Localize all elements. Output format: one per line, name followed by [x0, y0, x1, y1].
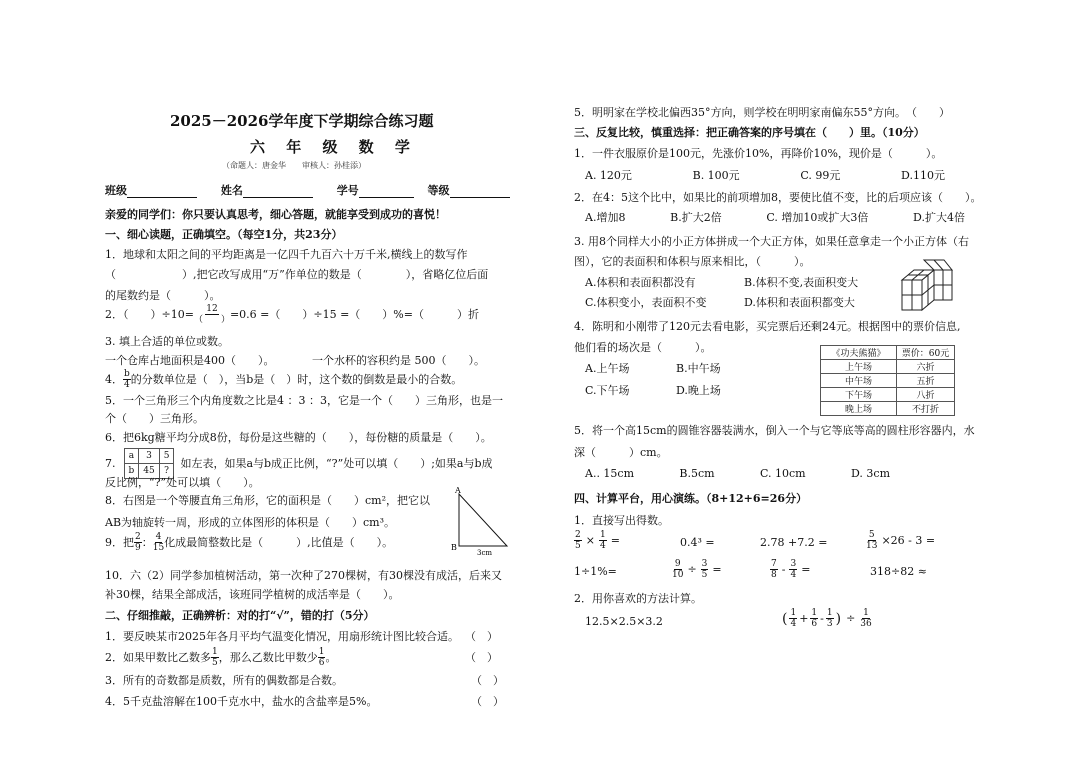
- q5-line-b: 个（ ）三角形。: [105, 412, 204, 425]
- q9-post: 化成最简整数比是（ ）,比值是（ ）。: [164, 535, 394, 549]
- q1-line-c: 的尾数约是（ ）。: [105, 289, 221, 302]
- table-cell: b: [124, 464, 139, 479]
- table-cell: ?: [159, 464, 174, 479]
- greeting: 亲爱的同学们：你只要认真思考，细心答题，就能享受到成功的喜悦！: [105, 208, 446, 221]
- table-cell: 中午场: [821, 374, 897, 388]
- option-c[interactable]: C. 10cm: [759, 467, 806, 480]
- q7-post: 如左表，如果a与b成正比例，“?”处可以填（ ）;如果a与b成: [180, 456, 493, 470]
- q9-pre: 9．把: [105, 535, 134, 549]
- table-cell: 八折: [897, 388, 955, 402]
- divide-operator: ÷: [846, 611, 856, 625]
- grade-field[interactable]: [450, 186, 510, 198]
- operator: -: [781, 562, 786, 576]
- q4-post: 的分数单位是（ ），当b是（ ）时，这个数的倒数是最小的合数。: [130, 372, 463, 386]
- judge2-fraction-2: [318, 647, 326, 668]
- frac-den: 5: [701, 570, 708, 580]
- operator: ÷: [687, 562, 697, 576]
- q10-line-b: 补30棵，结果全部成活，该班同学植树的成活率是（ ）。: [105, 588, 400, 601]
- table-cell: 下午场: [821, 388, 897, 402]
- triangle-shape: [459, 494, 507, 546]
- calc-r2-c2: [672, 559, 722, 580]
- calc-r1-c4: [866, 530, 935, 551]
- frac-num: 1: [826, 608, 833, 618]
- q9-line: [105, 532, 393, 553]
- choice-q5-line-b: 深（ ）cm。: [574, 446, 668, 459]
- grade-label: 等级: [427, 184, 450, 197]
- table-cell: 五折: [897, 374, 955, 388]
- frac-num: 3: [701, 559, 708, 569]
- frac-den: 4: [790, 619, 797, 629]
- operator: ×: [585, 533, 595, 547]
- option-b[interactable]: B.5cm: [679, 467, 715, 480]
- table-cell: 45: [139, 464, 159, 479]
- q8-line-a: 8．右图是一个等腰直角三角形，它的面积是（ ）cm²，把它以: [105, 494, 430, 507]
- q9-f2-den: 15: [152, 543, 165, 553]
- q5-line-a: 5．一个三角形三个内角度数之比是4 ：3 ：3，它是一个（ ）三角形，也是一: [105, 394, 503, 407]
- choice-q3-line-a: 3. 用8个同样大小的小正方体拼成一个大正方体，如果任意拿走一个小正方体（右: [574, 235, 969, 248]
- q9-mid: ：: [141, 535, 153, 549]
- judge-item-text: 1．要反映某市2025年各月平均气温变化情况，用扇形统计图比较合适。: [105, 630, 459, 643]
- equals: =: [801, 562, 811, 576]
- option-c[interactable]: C. 99元: [800, 169, 841, 182]
- triangle-label-length: 3cm: [477, 549, 493, 556]
- q9-f1-den: 9: [135, 543, 141, 553]
- triangle-label-a: A: [455, 486, 461, 495]
- q4-line: [105, 369, 462, 390]
- option-a[interactable]: A.上午场: [585, 362, 630, 375]
- frac-num: 1: [318, 647, 325, 657]
- frac-den: 3: [826, 619, 833, 629]
- frac-num: 1: [790, 608, 797, 618]
- ticket-price-table: [820, 345, 955, 416]
- q7-ratio-table: [124, 448, 175, 479]
- frac-num: 1: [811, 608, 818, 618]
- q3-part-a: 一个仓库占地面积是400（ ）。: [105, 354, 275, 367]
- frac-den: 5: [212, 658, 218, 668]
- q1-line-a: 1．地球和太阳之间的平均距离是一亿四千九百六十万千米,横线上的数写作: [105, 248, 468, 261]
- frac-den: 4: [790, 570, 797, 580]
- frac-den: 6: [811, 619, 818, 629]
- choice-q4-line-b: 他们看的场次是（ ）。: [574, 341, 712, 354]
- table-row: [124, 449, 174, 464]
- paren-close: ): [835, 610, 842, 627]
- exam-title: 2025－2026学年度下学期综合练习题: [170, 112, 434, 130]
- option-d[interactable]: D. 3cm: [850, 467, 890, 480]
- judge-answer-slot[interactable]: （ ）: [465, 650, 498, 664]
- q4-den: 4: [124, 380, 130, 390]
- option-b[interactable]: B.扩大2倍: [670, 211, 722, 224]
- option-a[interactable]: A.增加8: [585, 211, 626, 224]
- q7-line-b: 反比例，“?”处可以填（ ）。: [105, 476, 260, 489]
- option-b[interactable]: B.中午场: [676, 362, 721, 375]
- table-cell: 晚上场: [821, 402, 897, 416]
- option-c[interactable]: C.下午场: [585, 384, 630, 397]
- name-field[interactable]: [243, 186, 313, 198]
- section2-heading: 二、仔细推敲，正确辨析：对的打“√”，错的打（5分）: [105, 609, 375, 622]
- calc-expression-1: 12.5×2.5×3.2: [585, 615, 663, 628]
- table-header-cell: 票价：60元: [897, 346, 955, 360]
- option-b[interactable]: B. 100元: [692, 169, 740, 182]
- option-d[interactable]: D.体积和表面积都变大: [744, 296, 855, 309]
- option-c[interactable]: C.体积变小，表面积不变: [585, 296, 707, 309]
- option-d[interactable]: D.110元: [901, 169, 945, 182]
- option-b[interactable]: B.体积不变,表面积变大: [744, 276, 859, 289]
- q3-heading: 3. 填上合适的单位或数。: [105, 335, 229, 348]
- frac: [701, 559, 709, 580]
- equals: =: [610, 533, 620, 547]
- frac-den: 13: [866, 541, 878, 551]
- q8-line-b: AB为轴旋转一周，形成的立体图形的体积是（ ）cm³。: [105, 516, 396, 529]
- frac-den: 5: [575, 541, 581, 551]
- judge-item-2: [105, 647, 505, 668]
- number-field[interactable]: [359, 186, 414, 198]
- judge-item-text: 3．所有的奇数都是质数，所有的偶数都是合数。: [105, 674, 343, 687]
- minus-operator: -: [820, 611, 824, 625]
- frac-num: 2: [575, 530, 581, 540]
- table-cell: a: [124, 449, 139, 464]
- q2-line: [105, 304, 479, 325]
- frac-num: 7: [771, 559, 777, 569]
- choice-q5-line-a: 5．将一个高15cm的圆锥容器装满水，倒入一个与它等底等高的圆柱形容器内，水: [574, 424, 975, 437]
- table-cell: 3: [139, 449, 159, 464]
- judge-answer-slot[interactable]: （ ）: [471, 674, 504, 687]
- judge-answer-slot[interactable]: （ ）: [465, 630, 498, 643]
- table-row: [821, 360, 955, 374]
- q9-f1-num: 2: [135, 532, 141, 542]
- q4-num: b: [124, 369, 130, 379]
- name-label: 姓名: [220, 184, 243, 197]
- frac-den: 4: [599, 541, 606, 551]
- section1-heading: 一、细心读题，正确填空。（每空1分，共23分）: [105, 228, 343, 241]
- q10-line-a: 10．六（2）同学参加植树活动，第一次种了270棵树，有30棵没有成活，后来又: [105, 569, 502, 582]
- table-header-cell: 《功夫熊猫》: [821, 346, 897, 360]
- cube-figure: [896, 258, 956, 314]
- calc-r1-c1: [574, 530, 620, 551]
- exam-subtitle: 六 年 级 数 学: [250, 138, 418, 156]
- frac: [826, 608, 834, 629]
- frac: [860, 608, 871, 629]
- section4-sub1: 1．直接写出得数。: [574, 514, 669, 527]
- frac: [866, 530, 877, 551]
- q1-line-b: （ ）,把它改写成用“万”作单位的数是（ ），省略亿位后面: [105, 268, 489, 281]
- frac-num: 5: [868, 530, 875, 540]
- q7-line: [105, 448, 493, 479]
- choice-q4-line-a: 4．陈明和小刚带了120元去看电影，买完票后还剩24元。根据图中的票价信息,: [574, 320, 961, 333]
- q9-fraction-1: [134, 532, 142, 553]
- judge-item-post: 。: [325, 650, 337, 664]
- calc-tail: ×26 - 3 =: [881, 533, 936, 547]
- q2-fraction: [194, 304, 230, 325]
- frac: [770, 559, 778, 580]
- option-a[interactable]: A.体积和表面积都没有: [585, 276, 696, 289]
- frac: [599, 530, 607, 551]
- frac-num: 1: [212, 647, 218, 657]
- q2-num: 12: [206, 304, 218, 314]
- q7-pre: 7.: [105, 456, 116, 470]
- table-cell: 不打折: [897, 402, 955, 416]
- frac-den: 6: [318, 658, 325, 668]
- frac: [574, 530, 582, 551]
- table-row: [821, 374, 955, 388]
- frac: [810, 608, 818, 629]
- choice-q1: 1．一件衣服原价是100元，先涨价10%，再降价10%，现价是（ ）。: [574, 147, 943, 160]
- q4-fraction: [123, 369, 131, 390]
- frac-num: 9: [674, 559, 681, 569]
- frac: [672, 559, 683, 580]
- table-row: [821, 388, 955, 402]
- table-cell: 六折: [897, 360, 955, 374]
- student-info-row: [105, 184, 510, 198]
- class-field[interactable]: [127, 186, 197, 198]
- q9-fraction-2: [153, 532, 164, 553]
- judge2-fraction-1: [211, 647, 219, 668]
- q4-pre: 4．: [105, 372, 123, 386]
- choice-q2-options: [585, 211, 965, 225]
- class-label: 班级: [105, 184, 127, 197]
- frac: [789, 559, 797, 580]
- calc-r2-c4: 318÷82 ≈: [870, 565, 927, 578]
- q2-pre: 2．（ ）÷10=: [105, 307, 194, 321]
- option-a[interactable]: A. 120元: [585, 169, 632, 182]
- choice-q3-line-b: 图），它的表面积和体积与原来相比，（ ）。: [574, 255, 811, 268]
- equals: =: [712, 562, 722, 576]
- judge-answer-slot[interactable]: （ ）: [471, 695, 504, 708]
- section4-sub2: 2．用你喜欢的方法计算。: [574, 592, 702, 605]
- table-row: [821, 402, 955, 416]
- q3-part-b: 一个水杯的容积约是 500（ ）。: [312, 354, 485, 367]
- calc-r2-c3: [770, 559, 810, 580]
- section4-heading: 四、计算平台，用心演练。（8+12+6=26分）: [574, 492, 808, 505]
- frac-den: 8: [771, 570, 777, 580]
- table-row: [821, 346, 955, 360]
- choice-q2: 2．在4：5这个比中，如果比的前项增加8，要使比值不变，比的后项应该（ ）。: [574, 191, 982, 204]
- frac-num: 3: [790, 559, 797, 569]
- q2-den: （ ）: [193, 315, 230, 325]
- judge-item-text: 2．如果甲数比乙数多: [105, 650, 211, 664]
- option-c[interactable]: C. 增加10或扩大3倍: [766, 211, 869, 224]
- judge-item-mid: ，那么乙数比甲数少: [218, 650, 318, 664]
- calc-expression-2: [782, 608, 872, 629]
- calc-r1-c3: 2.78 +7.2 =: [760, 536, 828, 549]
- calc-r1-c2: 0.4³ =: [680, 536, 715, 549]
- triangle-label-b: B: [451, 543, 457, 552]
- frac-den: 36: [860, 619, 872, 629]
- q2-post: =0.6 =（ ）÷15 =（ ）%=（ ）折: [229, 307, 479, 321]
- choice-q5-options: [585, 467, 890, 481]
- plus-operator: +: [799, 611, 809, 625]
- option-a[interactable]: A.. 15cm: [585, 467, 635, 480]
- judge-item-4: [105, 695, 505, 709]
- number-label: 学号: [336, 184, 359, 197]
- paren-open: (: [782, 610, 788, 627]
- judge-item-text: 4．5千克盐溶解在100千克水中，盐水的含盐率是5%。: [105, 695, 378, 708]
- choice-q1-options: [585, 169, 945, 183]
- section3-heading: 三、反复比较，慎重选择：把正确答案的序号填在（ ）里。（10分）: [574, 126, 925, 139]
- table-cell: 5: [159, 449, 174, 464]
- option-d[interactable]: D.晚上场: [676, 384, 721, 397]
- q9-f2-num: 4: [155, 532, 162, 542]
- triangle-figure: [445, 486, 515, 556]
- calc-r2-c1: 1÷1%=: [574, 565, 617, 578]
- judge-item-5: 5．明明家在学校北偏西35°方向，则学校在明明家南偏东55°方向。 （ ）: [574, 106, 950, 119]
- frac: [789, 608, 797, 629]
- judge-item-1: [105, 630, 505, 644]
- frac-num: 1: [599, 530, 606, 540]
- q6-line: 6．把6kg糖平均分成8份，每份是这些糖的（ ），每份糖的质量是（ ）。: [105, 431, 492, 444]
- judge-item-3: [105, 674, 505, 688]
- frac-num: 1: [863, 608, 869, 618]
- exam-authors: （命题人：唐金华 审核人：孙桂添）: [222, 161, 366, 170]
- option-d[interactable]: D.扩大4倍: [913, 211, 965, 224]
- frac-den: 10: [672, 570, 684, 580]
- table-cell: 上午场: [821, 360, 897, 374]
